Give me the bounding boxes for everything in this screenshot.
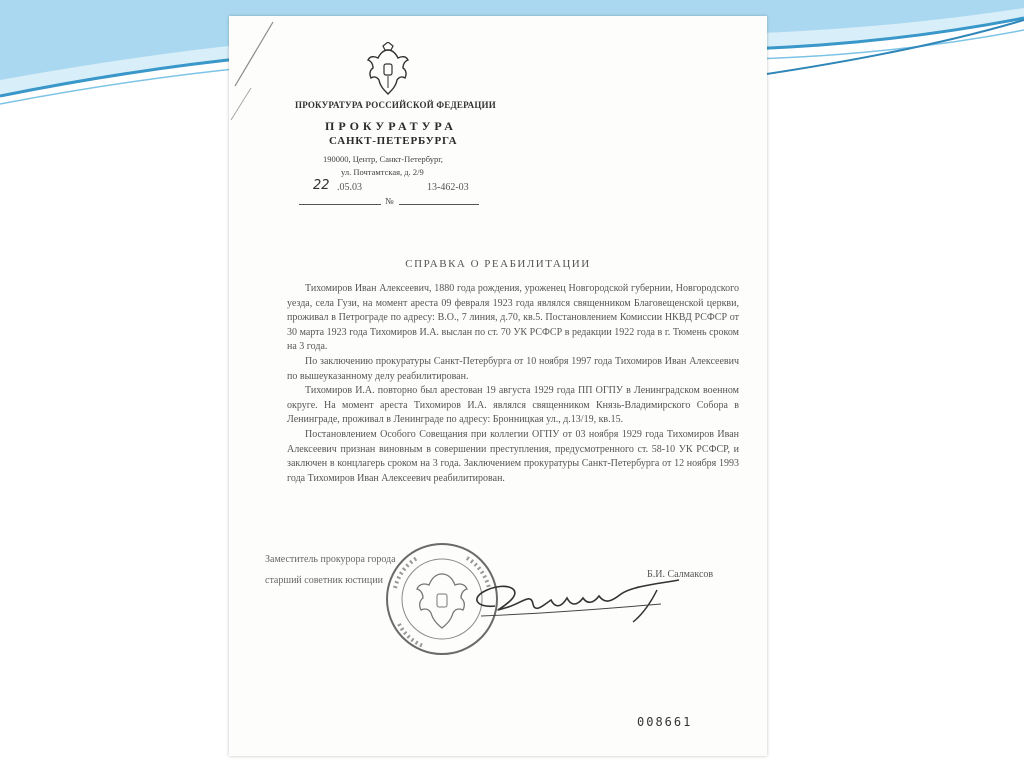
document-body bbox=[287, 282, 739, 486]
heading-prosecutor-office: ПРОКУРАТУРА bbox=[325, 119, 457, 133]
printed-date: .05.03 bbox=[337, 182, 362, 193]
document-number: 13-462-03 bbox=[427, 182, 469, 193]
heading-city: САНКТ-ПЕТЕРБУРГА bbox=[329, 135, 458, 147]
number-underline bbox=[399, 204, 479, 205]
body-paragraph: Тихомиров Иван Алексеевич, 1880 года рождения, уроженец Новгородской губернии, Новгородского уезда, села Гузи, на момент ареста 09 февраля 1923 года являлся священником Благовещенской церкви, проживал в Петрограде по адресу: В.О., 7 линия, д.70, кв.5. Постановлением Комиссии НКВД РСФСР от 30 марта 1923 года Тихомиров И.А. выслан по ст. 70 УК РСФСР в редакции 1922 года в г. Тюмень сроком на 3 года. bbox=[287, 283, 739, 353]
double-headed-eagle-emblem bbox=[365, 42, 411, 96]
body-paragraph: По заключению прокуратуры Санкт-Петербурга от 10 ноября 1997 года Тихомиров Иван Алексеевич по вышеуказанному делу реабилитирован. bbox=[287, 355, 739, 382]
address-line-2: ул. Почтамтская, д. 2/9 bbox=[341, 167, 424, 177]
rehabilitation-certificate bbox=[229, 16, 767, 756]
body-paragraph: Тихомиров И.А. повторно был арестован 19 августа 1929 года ПП ОГПУ в Ленинградском военном округе. На момент ареста Тихомиров И.А. являлся священником Князь-Владимирского Собора в Ленинграде, проживал в Ленинграде по адресу: Бронницкая ул., д.13/19, кв.15. bbox=[287, 385, 739, 426]
handwritten-day: 22 bbox=[313, 178, 330, 193]
organization-name: ПРОКУРАТУРА РОССИЙСКОЙ ФЕДЕРАЦИИ bbox=[295, 100, 496, 110]
address-line-1: 190000, Центр, Санкт-Петербург, bbox=[323, 154, 443, 164]
date-underline bbox=[299, 204, 381, 205]
signer-name: Б.И. Салмаксов bbox=[647, 569, 714, 580]
handwritten-signature bbox=[461, 570, 687, 628]
document-title: СПРАВКА О РЕАБИЛИТАЦИИ bbox=[405, 258, 591, 270]
number-sign: № bbox=[385, 196, 394, 206]
body-paragraph: Постановлением Особого Совещания при коллегии ОГПУ от 03 ноября 1929 года Тихомиров Иван Алексеевич признан виновным в совершении преступления, предусмотренного ст. 58-10 УК РСФСР, и заключен в концлагерь сроком на 3 года. Заключением прокуратуры Санкт-Петербурга от 12 ноября 1993 года Тихомиров Иван Алексеевич реабилитирован. bbox=[287, 428, 739, 484]
signer-position-line-2: старший советник юстиции bbox=[265, 575, 383, 586]
serial-number: 008661 bbox=[637, 715, 693, 729]
signer-position-line-1: Заместитель прокурора города bbox=[265, 554, 396, 565]
